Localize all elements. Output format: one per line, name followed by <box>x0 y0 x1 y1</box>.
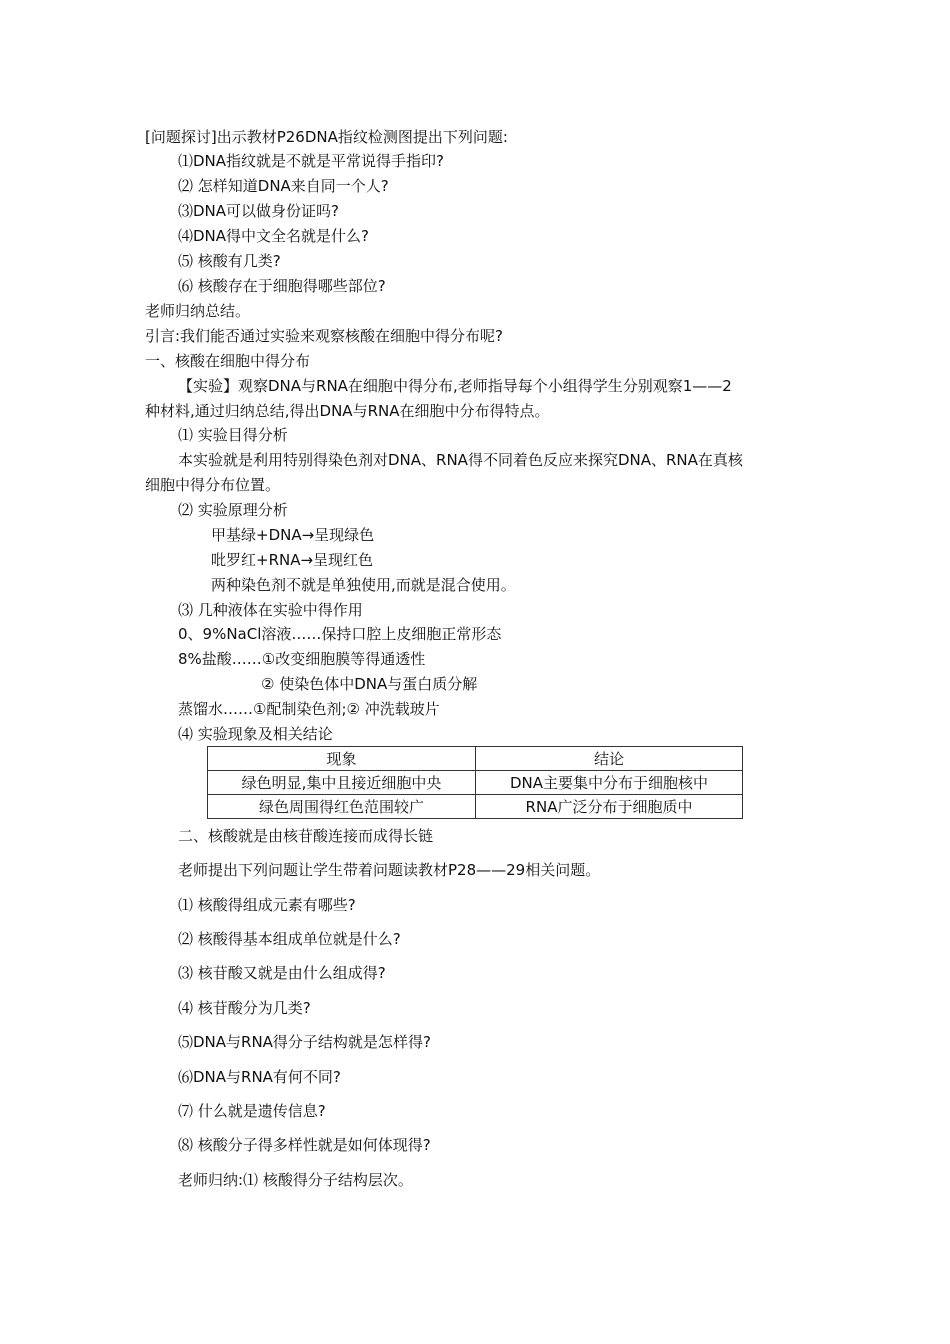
section-heading-1: 一、核酸在细胞中得分布 <box>145 352 311 370</box>
subsection-principle: ⑵ 实验原理分析 <box>178 501 288 519</box>
principle-line-1: 甲基绿+DNA→呈现绿色 <box>211 526 375 544</box>
reading-instruction: 老师提出下列问题让学生带着问题读教材P28——29相关问题。 <box>178 861 601 879</box>
principle-line-3: 两种染色剂不就是单独使用,而就是混合使用。 <box>211 576 516 594</box>
liquid-nacl: 0、9%NaCl溶液……保持口腔上皮细胞正常形态 <box>178 625 502 643</box>
table-row <box>208 771 743 795</box>
question-6: ⑹ 核酸存在于细胞得哪些部位? <box>178 277 386 295</box>
table-row <box>208 795 743 819</box>
subsection-results: ⑷ 实验现象及相关结论 <box>178 725 333 743</box>
reading-question-5: ⑸DNA与RNA得分子结构就是怎样得? <box>178 1033 431 1051</box>
table-cell: 绿色周围得红色范围较广 <box>208 795 476 819</box>
table-cell: DNA主要集中分布于细胞核中 <box>476 771 743 795</box>
question-5: ⑸ 核酸有几类? <box>178 252 281 270</box>
reading-question-7: ⑺ 什么就是遗传信息? <box>178 1102 326 1120</box>
question-2: ⑵ 怎样知道DNA来自同一个人? <box>178 177 389 195</box>
reading-question-8: ⑻ 核酸分子得多样性就是如何体现得? <box>178 1136 431 1154</box>
experiment-line-2: 种材料,通过归纳总结,得出DNA与RNA在细胞中分布得特点。 <box>145 402 550 420</box>
reading-question-6: ⑹DNA与RNA有何不同? <box>178 1068 341 1086</box>
paragraph-intro: [问题探讨]出示教材P26DNA指纹检测图提出下列问题: <box>145 128 508 146</box>
reading-question-4: ⑷ 核苷酸分为几类? <box>178 999 311 1017</box>
table-header-conclusion: 结论 <box>476 747 743 771</box>
table-cell: 绿色明显,集中且接近细胞中央 <box>208 771 476 795</box>
table-header-phenomenon: 现象 <box>208 747 476 771</box>
liquid-hcl-2: ② 使染色体中DNA与蛋白质分解 <box>261 675 478 693</box>
liquid-water: 蒸馏水……①配制染色剂;② 冲洗载玻片 <box>178 700 440 718</box>
subsection-purpose: ⑴ 实验目得分析 <box>178 426 288 444</box>
teacher-conclusion: 老师归纳:⑴ 核酸得分子结构层次。 <box>178 1171 413 1189</box>
question-3: ⑶DNA可以做身份证吗? <box>178 202 339 220</box>
reading-question-2: ⑵ 核酸得基本组成单位就是什么? <box>178 930 401 948</box>
table-header-row <box>208 747 743 771</box>
question-4: ⑷DNA得中文全名就是什么? <box>178 227 369 245</box>
reading-question-3: ⑶ 核苷酸又就是由什么组成得? <box>178 964 386 982</box>
purpose-line-1: 本实验就是利用特别得染色剂对DNA、RNA得不同着色反应来探究DNA、RNA在真核 <box>178 451 743 469</box>
introduction-line: 引言:我们能否通过实验来观察核酸在细胞中得分布呢? <box>145 327 504 345</box>
results-table <box>207 746 743 819</box>
section-heading-2: 二、核酸就是由核苷酸连接而成得长链 <box>178 827 434 845</box>
table-cell: RNA广泛分布于细胞质中 <box>476 795 743 819</box>
purpose-line-2: 细胞中得分布位置。 <box>145 476 281 494</box>
liquid-hcl: 8%盐酸……①改变细胞膜等得通透性 <box>178 650 426 668</box>
principle-line-2: 吡罗红+RNA→呈现红色 <box>211 551 374 569</box>
teacher-summary: 老师归纳总结。 <box>145 302 251 320</box>
experiment-line-1: 【实验】观察DNA与RNA在细胞中得分布,老师指导每个小组得学生分别观察1——2 <box>178 377 732 395</box>
reading-question-1: ⑴ 核酸得组成元素有哪些? <box>178 896 356 914</box>
question-1: ⑴DNA指纹就是不就是平常说得手指印? <box>178 152 444 170</box>
subsection-liquids: ⑶ 几种液体在实验中得作用 <box>178 601 363 619</box>
